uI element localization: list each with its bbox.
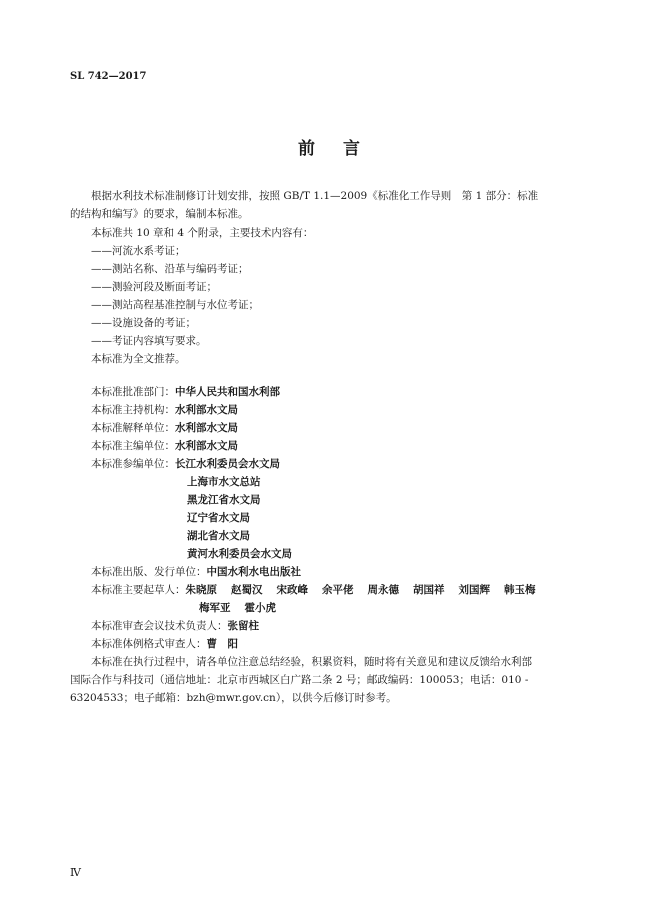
participant-unit: 辽宁省水文局 [187,512,250,524]
format-label: 本标准体例格式审查人： [91,638,207,650]
participant-unit: 黄河水利委员会水文局 [187,548,292,560]
drafter-name: 霍小虎 [244,602,276,614]
interpret-value: 水利部水文局 [175,422,238,434]
drafter-name: 梅军亚 [199,602,231,614]
list-item: ——测验河段及断面考证； [91,281,217,293]
review-value: 张留柱 [227,620,259,632]
host-row [91,403,238,417]
closing-paragraph-line: 国际合作与科技司（通信地址：北京市西城区白广路二条 2 号；邮政编码：100053；电话：010 - [70,674,529,686]
participant-unit: 长江水利委员会水文局 [175,458,280,470]
publisher-label: 本标准出版、发行单位： [91,566,207,578]
drafters-row [199,601,290,615]
publisher-value: 中国水利水电出版社 [206,566,301,578]
standard-code: SL 742—2017 [70,71,147,82]
approval-value: 中华人民共和国水利部 [175,386,280,398]
intro-scope: 本标准共 10 章和 4 个附录，主要技术内容有： [91,227,314,239]
page-title: 前言 [298,139,388,159]
interpret-label: 本标准解释单位： [91,422,175,434]
drafter-name: 刘国辉 [458,584,490,596]
list-item: ——设施设备的考证； [91,317,196,329]
list-item: ——测站名称、沿革与编码考证； [91,263,249,275]
chief-row [91,439,238,453]
participant-unit: 黑龙江省水文局 [187,494,261,506]
format-value: 曹 阳 [206,638,238,650]
list-item: ——测站高程基准控制与水位考证； [91,299,259,311]
chief-value: 水利部水文局 [175,440,238,452]
participants-row [91,457,280,471]
participant-unit: 湖北省水文局 [187,530,250,542]
chief-label: 本标准主编单位： [91,440,175,452]
publisher-row [91,565,301,579]
interpret-row [91,421,238,435]
format-row [91,637,238,651]
closing-paragraph-line: 本标准在执行过程中，请各单位注意总结经验，积累资料，随时将有关意见和建议反馈给水利部 [91,656,532,668]
page-number: Ⅳ [70,866,81,879]
list-item: ——河流水系考证； [91,245,186,257]
drafter-name: 周永德 [367,584,399,596]
drafters-row [91,583,550,597]
drafter-name: 韩玉梅 [504,584,536,596]
host-value: 水利部水文局 [175,404,238,416]
participant-unit: 上海市水文总站 [187,476,261,488]
host-label: 本标准主持机构： [91,404,175,416]
participants-label: 本标准参编单位： [91,458,175,470]
drafters-label: 本标准主要起草人： [91,584,186,596]
closing-paragraph-line: 63204533；电子邮箱：bzh@mwr.gov.cn），以供今后修订时参考。 [70,692,397,704]
drafter-name: 余平佬 [322,584,354,596]
approval-label: 本标准批准部门： [91,386,175,398]
recommendation-note: 本标准为全文推荐。 [91,353,186,365]
review-row [91,619,259,633]
review-label: 本标准审查会议技术负责人： [91,620,228,632]
intro-paragraph-line: 根据水利技术标准制修订计划安排，按照 GB/T 1.1—2009《标准化工作导则 第 1 部分：标准 [91,190,539,202]
list-item: ——考证内容填写要求。 [91,335,207,347]
intro-paragraph-line: 的结构和编写》的要求，编制本标准。 [70,208,249,220]
drafter-name: 朱晓原 [185,584,217,596]
drafter-name: 赵蜀汉 [231,584,263,596]
drafter-name: 宋政峰 [276,584,308,596]
drafter-name: 胡国祥 [413,584,445,596]
approval-row [91,385,280,399]
